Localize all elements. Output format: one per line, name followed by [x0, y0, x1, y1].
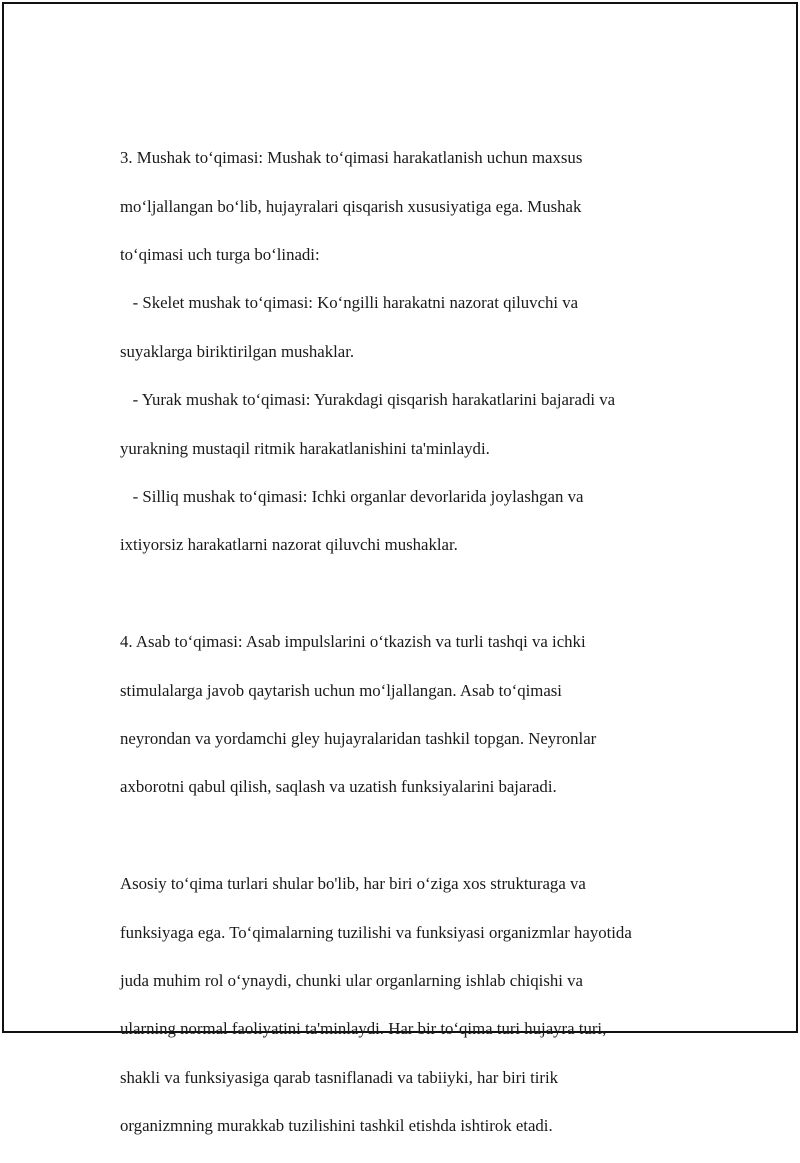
list-item-smooth: - Silliq mushak to‘qimasi: Ichki organlar devorlarida joylashgan va [120, 487, 584, 507]
text-line: suyaklarga biriktirilgan mushaklar. [120, 341, 355, 361]
text-line: organizmning murakkab tuzilishini tashkil etishda ishtirok etadi. [120, 1116, 553, 1136]
paragraph-nervous-tissue [120, 606, 710, 824]
text-line: shakli va funksiyasiga qarab tasniflanadi va tabiiyki, har biri tirik [120, 1067, 559, 1087]
text-line: funksiyaga ega. To‘qimalarning tuzilishi va funksiyasi organizmlar hayotida [120, 922, 632, 942]
text-line: yurakning mustaqil ritmik harakatlanishini ta'minlaydi. [120, 438, 490, 458]
text-line: axborotni qabul qilish, saqlash va uzatish funksiyalarini bajaradi. [120, 777, 557, 797]
text-line: 4. Asab to‘qimasi: Asab impulslarini o‘tkazish va turli tashqi va ichki [120, 632, 586, 652]
document-body [120, 122, 710, 1163]
text-line: 3. Mushak to‘qimasi: Mushak to‘qimasi harakatlanish uchun maxsus [120, 148, 583, 168]
text-line: stimulalarga javob qaytarish uchun mo‘ljallangan. Asab to‘qimasi [120, 680, 562, 700]
text-line: to‘qimasi uch turga bo‘linadi: [120, 245, 320, 265]
text-line: ixtiyorsiz harakatlarni nazorat qiluvchi mushaklar. [120, 535, 458, 555]
text-line: juda muhim rol o‘ynaydi, chunki ular organlarning ishlab chiqishi va [120, 971, 583, 991]
paragraph-muscle-tissue [120, 122, 710, 582]
text-line: Asosiy to‘qima turlari shular bo'lib, har biri o‘ziga xos strukturaga va [120, 874, 586, 894]
text-line: mo‘ljallangan bo‘lib, hujayralari qisqarish xususiyatiga ega. Mushak [120, 196, 582, 216]
paragraph-gap [120, 824, 710, 848]
text-line: neyrondan va yordamchi gley hujayralaridan tashkil topgan. Neyronlar [120, 729, 597, 749]
text-line: ularning normal faoliyatini ta'minlaydi. Har bir to‘qima turi hujayra turi, [120, 1019, 607, 1039]
paragraph-gap [120, 582, 710, 606]
document-page [2, 2, 798, 1136]
list-item-cardiac: - Yurak mushak to‘qimasi: Yurakdagi qisqarish harakatlarini bajaradi va [120, 390, 616, 410]
list-item-skeletal: - Skelet mushak to‘qimasi: Ko‘ngilli harakatni nazorat qiluvchi va [120, 293, 579, 313]
paragraph-summary [120, 848, 710, 1163]
